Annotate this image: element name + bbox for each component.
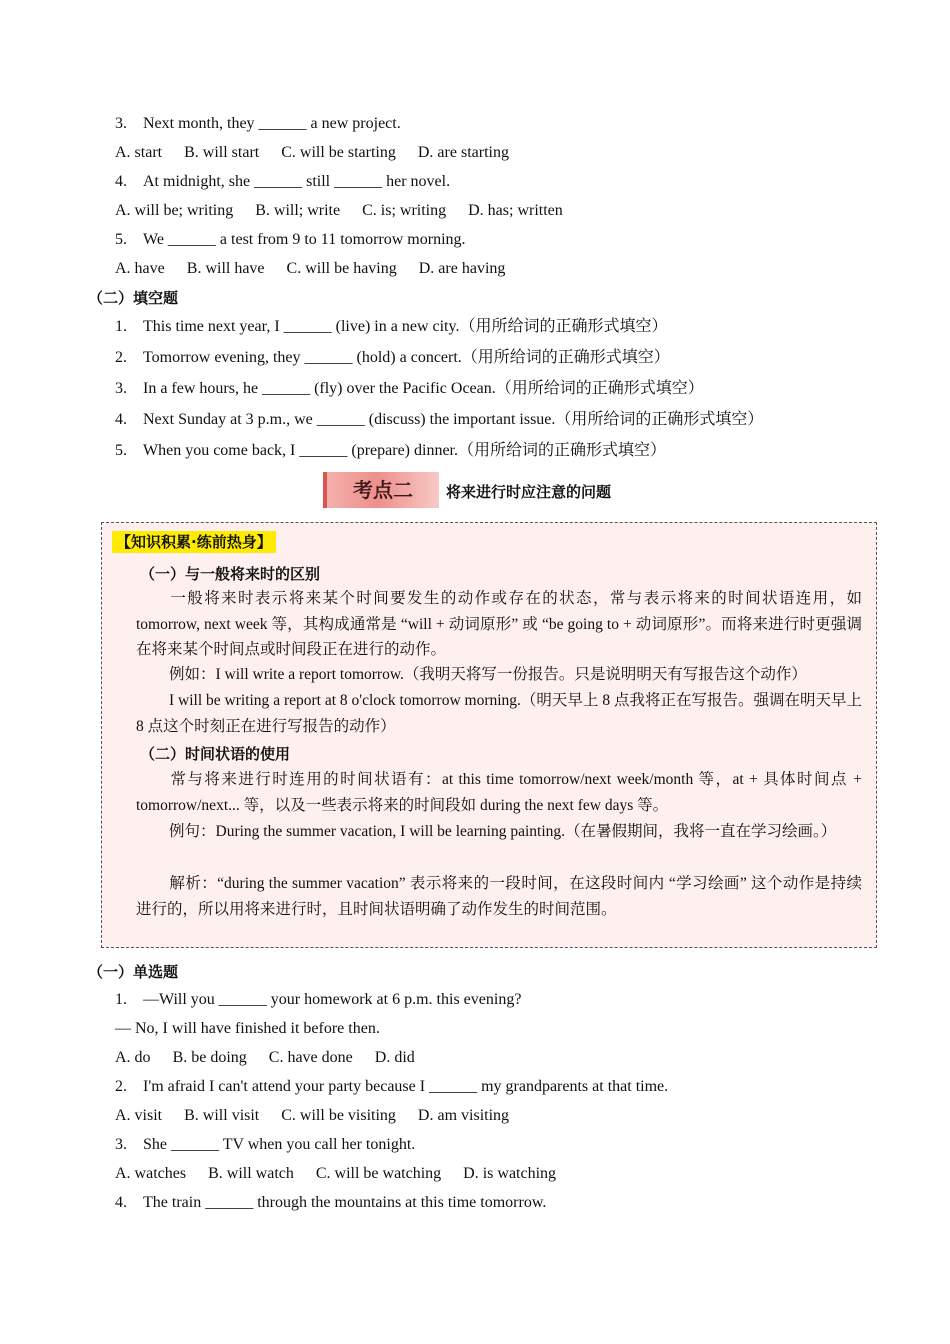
option: C. will be visiting [281,1107,396,1124]
options-3b [115,1163,578,1185]
fill-heading: （二）填空题 [88,289,179,307]
question-1-reply: — No, I will have finished it before then. [115,1020,380,1037]
kaodian-title: 将来进行时应注意的问题 [446,483,612,501]
paragraph-2: 例如：I will write a report tomorrow.（我明天将写一份报告。只是说明明天有写报告这个动作） [169,666,807,683]
fill-item-5: 5. When you come back, I ______ (prepare) dinner.（用所给词的正确形式填空） [115,442,666,459]
option: A. do [115,1049,151,1066]
paragraph-5: 例句：During the summer vacation, I will be learning painting.（在暑假期间，我将一直在学习绘画。） [169,823,837,840]
subheading-2: （二）时间状语的使用 [140,745,291,763]
option: C. have done [268,1049,353,1066]
question-3: 3. Next month, they ______ a new project. [115,115,401,132]
fill-item-1: 1. This time next year, I ______ (live) in a new city.（用所给词的正确形式填空） [115,318,668,335]
option: D. has; written [468,202,563,219]
option: D. am visiting [417,1107,510,1124]
paragraph-6: 解析：“during the summer vacation” 表示将来的一段时间，在这段时间内 “学习绘画” 这个动作是持续进行的，所以用将来进行时，且时间状语明确了动作发生的时间范围。 [136,875,862,918]
option: C. will be having [286,260,397,277]
options-1 [115,1047,437,1069]
question-4b: 4. The train ______ through the mountains at this time tomorrow. [115,1194,547,1211]
kaodian-badge [323,472,439,508]
subheading-1: （一）与一般将来时的区别 [140,565,321,583]
option: B. will watch [208,1165,294,1182]
options-5 [115,258,527,280]
option: D. is watching [463,1165,557,1182]
options-4 [115,200,585,222]
option: C. will be starting [281,144,396,161]
fill-item-4: 4. Next Sunday at 3 p.m., we ______ (discuss) the important issue.（用所给词的正确形式填空） [115,411,764,428]
fill-item-3: 3. In a few hours, he ______ (fly) over the Pacific Ocean.（用所给词的正确形式填空） [115,380,704,397]
option: A. watches [115,1165,187,1182]
question-2: 2. I'm afraid I can't attend your party because I ______ my grandparents at that time. [115,1078,669,1095]
option: B. will visit [184,1107,260,1124]
option: C. is; writing [362,202,447,219]
question-5: 5. We ______ a test from 9 to 11 tomorrow morning. [115,231,466,248]
question-1: 1. —Will you ______ your homework at 6 p.m. this evening? [115,991,522,1008]
options-3 [115,142,531,164]
option: A. start [115,144,163,161]
paragraph-3: I will be writing a report at 8 o'clock tomorrow morning.（明天早上 8 点我将正在写报告。强调在明天早上 8 点这个时刻正在进行写报告的动作） [136,692,862,735]
kaodian-label: 考点二 [353,478,413,502]
question-3b: 3. She ______ TV when you call her tonight. [115,1136,416,1153]
option: B. will have [186,260,265,277]
paragraph-1: 一般将来时表示将来某个时间要发生的动作或存在的状态，常与表示将来的时间状语连用，如 tomorrow, next week 等，其构成通常是 “will + 动词原形” 或 “be going to + 动词原形”。而将来进行时更强调在将来某个时间点或时间段正在进行的动作。 [136,590,862,658]
option: A. have [115,260,165,277]
option: B. will; write [255,202,341,219]
option: B. will start [184,144,260,161]
option: C. will be watching [315,1165,442,1182]
option: A. visit [115,1107,163,1124]
knowledge-tag: 【知识积累·练前热身】 [112,531,276,553]
option: D. are having [418,260,506,277]
fill-item-2: 2. Tomorrow evening, they ______ (hold) a concert.（用所给词的正确形式填空） [115,349,670,366]
single-choice-heading: （一）单选题 [88,963,179,981]
option: B. be doing [172,1049,247,1066]
options-2 [115,1105,531,1127]
option: A. will be; writing [115,202,234,219]
paragraph-4: 常与将来进行时连用的时间状语有：at this time tomorrow/next week/month 等，at + 具体时间点 + tomorrow/next... 等，以及一些表示将来的时间段如 during the next few days 等。 [136,771,862,814]
question-4: 4. At midnight, she ______ still ______ her novel. [115,173,451,190]
option: D. did [374,1049,415,1066]
option: D. are starting [417,144,509,161]
